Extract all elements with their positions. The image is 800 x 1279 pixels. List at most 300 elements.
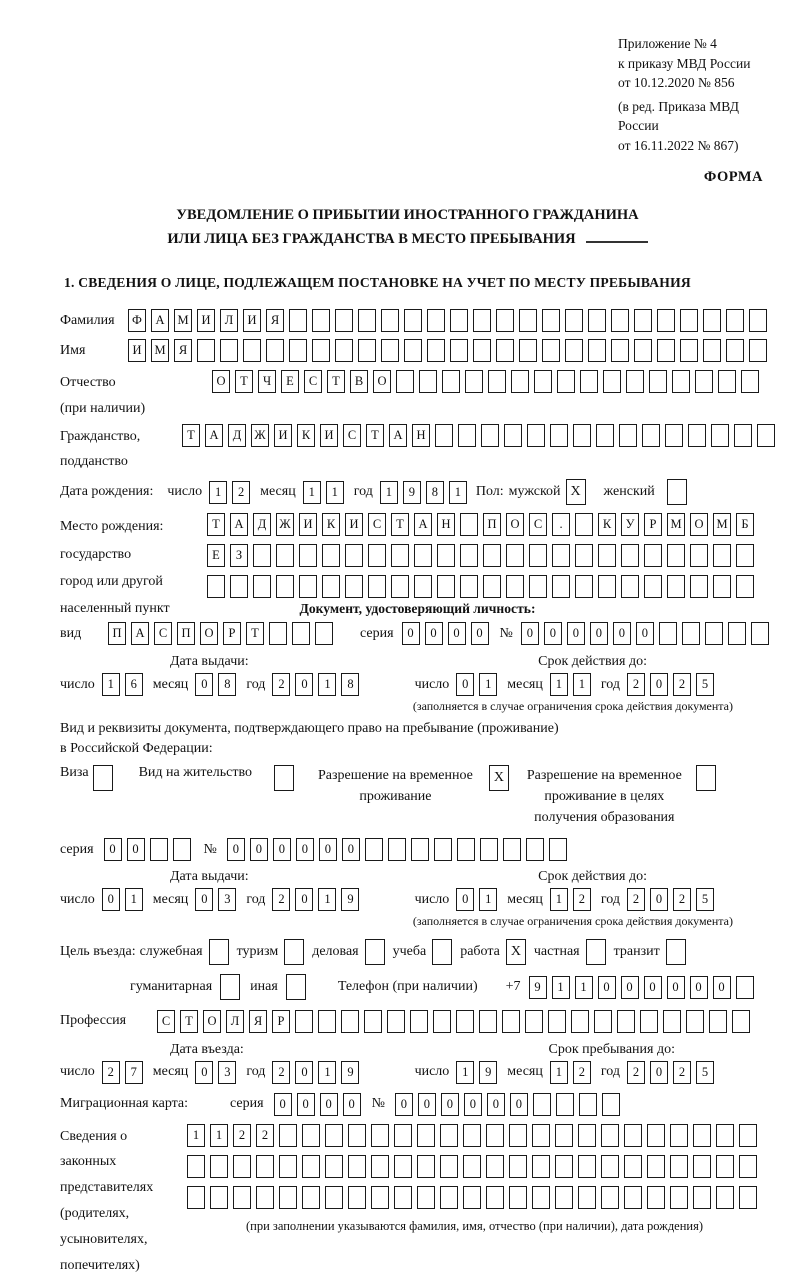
char-cell[interactable]: С (529, 513, 547, 536)
sex-male-checkbox[interactable]: X (566, 479, 586, 505)
char-cell[interactable] (596, 424, 614, 447)
char-cell[interactable] (594, 1010, 612, 1033)
char-cell[interactable] (506, 575, 524, 598)
char-cell[interactable] (617, 1010, 635, 1033)
char-cell[interactable] (751, 622, 769, 645)
char-cell[interactable]: И (243, 309, 261, 332)
char-cell[interactable] (509, 1186, 527, 1209)
char-cell[interactable]: 0 (448, 622, 466, 645)
char-cell[interactable] (578, 1155, 596, 1178)
char-cell[interactable] (732, 1010, 750, 1033)
char-cell[interactable] (279, 1186, 297, 1209)
char-cell[interactable] (269, 622, 287, 645)
char-cell[interactable]: 2 (233, 1124, 251, 1147)
char-cell[interactable] (640, 1010, 658, 1033)
char-cell[interactable]: 0 (636, 622, 654, 645)
char-cell[interactable] (381, 339, 399, 362)
char-cell[interactable] (404, 309, 422, 332)
char-cell[interactable]: 2 (573, 888, 591, 911)
char-cell[interactable] (565, 339, 583, 362)
char-cell[interactable] (187, 1186, 205, 1209)
char-cell[interactable]: К (322, 513, 340, 536)
char-cell[interactable]: 5 (696, 888, 714, 911)
char-cell[interactable] (565, 309, 583, 332)
char-cell[interactable] (457, 838, 475, 861)
char-cell[interactable] (414, 544, 432, 567)
char-cell[interactable]: В (350, 370, 368, 393)
char-cell[interactable] (749, 309, 767, 332)
char-cell[interactable] (526, 838, 544, 861)
char-cell[interactable]: Р (223, 622, 241, 645)
char-cell[interactable] (647, 1155, 665, 1178)
char-cell[interactable] (348, 1186, 366, 1209)
char-cell[interactable] (682, 622, 700, 645)
char-cell[interactable] (150, 838, 168, 861)
char-cell[interactable] (555, 1155, 573, 1178)
char-cell[interactable] (552, 575, 570, 598)
char-cell[interactable] (341, 1010, 359, 1033)
char-cell[interactable]: 5 (696, 1061, 714, 1084)
char-cell[interactable]: К (297, 424, 315, 447)
char-cell[interactable] (450, 339, 468, 362)
char-cell[interactable]: 2 (232, 481, 250, 504)
char-cell[interactable]: 0 (510, 1093, 528, 1116)
char-cell[interactable]: 1 (550, 1061, 568, 1084)
char-cell[interactable]: 1 (210, 1124, 228, 1147)
char-cell[interactable] (496, 339, 514, 362)
char-cell[interactable] (626, 370, 644, 393)
char-cell[interactable] (657, 339, 675, 362)
char-cell[interactable] (302, 1124, 320, 1147)
char-cell[interactable] (197, 339, 215, 362)
char-cell[interactable] (345, 575, 363, 598)
char-cell[interactable]: Т (366, 424, 384, 447)
char-cell[interactable] (556, 1093, 574, 1116)
char-cell[interactable]: 0 (343, 1093, 361, 1116)
char-cell[interactable]: 6 (125, 673, 143, 696)
char-cell[interactable]: Е (207, 544, 225, 567)
char-cell[interactable] (279, 1124, 297, 1147)
char-cell[interactable]: Р (272, 1010, 290, 1033)
char-cell[interactable] (716, 1124, 734, 1147)
char-cell[interactable] (511, 370, 529, 393)
char-cell[interactable]: Я (249, 1010, 267, 1033)
char-cell[interactable]: Д (253, 513, 271, 536)
purpose-humanitarian-checkbox[interactable] (220, 974, 240, 1000)
char-cell[interactable] (502, 1010, 520, 1033)
char-cell[interactable] (598, 544, 616, 567)
char-cell[interactable] (690, 575, 708, 598)
char-cell[interactable] (348, 1155, 366, 1178)
char-cell[interactable]: 0 (567, 622, 585, 645)
char-cell[interactable]: 0 (521, 622, 539, 645)
char-cell[interactable]: 1 (303, 481, 321, 504)
char-cell[interactable] (580, 370, 598, 393)
char-cell[interactable] (711, 424, 729, 447)
char-cell[interactable]: А (151, 309, 169, 332)
char-cell[interactable] (736, 575, 754, 598)
char-cell[interactable] (542, 309, 560, 332)
char-cell[interactable]: 0 (102, 888, 120, 911)
char-cell[interactable]: Ч (258, 370, 276, 393)
char-cell[interactable] (486, 1186, 504, 1209)
char-cell[interactable]: М (151, 339, 169, 362)
char-cell[interactable] (757, 424, 775, 447)
char-cell[interactable]: Т (327, 370, 345, 393)
char-cell[interactable]: П (177, 622, 195, 645)
char-cell[interactable] (335, 339, 353, 362)
char-cell[interactable] (504, 424, 522, 447)
char-cell[interactable]: 7 (125, 1061, 143, 1084)
char-cell[interactable]: 0 (402, 622, 420, 645)
char-cell[interactable]: 1 (102, 673, 120, 696)
char-cell[interactable] (686, 1010, 704, 1033)
char-cell[interactable]: 0 (295, 888, 313, 911)
char-cell[interactable] (207, 575, 225, 598)
char-cell[interactable]: 1 (318, 888, 336, 911)
purpose-work-checkbox[interactable]: X (506, 939, 526, 965)
char-cell[interactable] (312, 309, 330, 332)
char-cell[interactable]: Т (180, 1010, 198, 1033)
char-cell[interactable]: 3 (218, 888, 236, 911)
char-cell[interactable] (529, 575, 547, 598)
char-cell[interactable] (371, 1155, 389, 1178)
char-cell[interactable]: 3 (218, 1061, 236, 1084)
char-cell[interactable] (718, 370, 736, 393)
char-cell[interactable]: Т (391, 513, 409, 536)
char-cell[interactable] (465, 370, 483, 393)
char-cell[interactable]: С (154, 622, 172, 645)
char-cell[interactable] (703, 309, 721, 332)
char-cell[interactable] (450, 309, 468, 332)
char-cell[interactable]: 1 (552, 976, 570, 999)
char-cell[interactable]: 1 (575, 976, 593, 999)
char-cell[interactable]: Ф (128, 309, 146, 332)
char-cell[interactable]: 0 (295, 673, 313, 696)
char-cell[interactable]: А (230, 513, 248, 536)
char-cell[interactable] (460, 513, 478, 536)
char-cell[interactable] (533, 1093, 551, 1116)
char-cell[interactable] (642, 424, 660, 447)
residence-permit-checkbox[interactable] (274, 765, 294, 791)
char-cell[interactable] (417, 1186, 435, 1209)
char-cell[interactable] (741, 370, 759, 393)
char-cell[interactable] (325, 1124, 343, 1147)
char-cell[interactable]: 9 (341, 1061, 359, 1084)
char-cell[interactable] (488, 370, 506, 393)
char-cell[interactable] (463, 1124, 481, 1147)
char-cell[interactable] (322, 575, 340, 598)
char-cell[interactable] (483, 575, 501, 598)
char-cell[interactable]: 0 (441, 1093, 459, 1116)
char-cell[interactable] (647, 1186, 665, 1209)
char-cell[interactable] (739, 1155, 757, 1178)
char-cell[interactable] (713, 544, 731, 567)
char-cell[interactable] (463, 1155, 481, 1178)
char-cell[interactable] (302, 1155, 320, 1178)
char-cell[interactable] (481, 424, 499, 447)
char-cell[interactable] (603, 370, 621, 393)
char-cell[interactable] (598, 575, 616, 598)
char-cell[interactable] (548, 1010, 566, 1033)
char-cell[interactable] (519, 309, 537, 332)
char-cell[interactable] (335, 309, 353, 332)
char-cell[interactable]: А (205, 424, 223, 447)
char-cell[interactable]: 8 (341, 673, 359, 696)
char-cell[interactable] (279, 1155, 297, 1178)
char-cell[interactable] (463, 1186, 481, 1209)
char-cell[interactable]: У (621, 513, 639, 536)
char-cell[interactable] (391, 575, 409, 598)
char-cell[interactable]: Т (182, 424, 200, 447)
char-cell[interactable] (404, 339, 422, 362)
char-cell[interactable]: 0 (195, 673, 213, 696)
char-cell[interactable]: 1 (187, 1124, 205, 1147)
char-cell[interactable]: О (373, 370, 391, 393)
char-cell[interactable]: Л (220, 309, 238, 332)
char-cell[interactable] (483, 544, 501, 567)
char-cell[interactable] (299, 575, 317, 598)
char-cell[interactable] (434, 838, 452, 861)
char-cell[interactable]: О (212, 370, 230, 393)
char-cell[interactable] (713, 575, 731, 598)
char-cell[interactable]: 1 (209, 481, 227, 504)
char-cell[interactable]: 2 (627, 673, 645, 696)
char-cell[interactable]: 0 (295, 1061, 313, 1084)
purpose-study-checkbox[interactable] (432, 939, 452, 965)
char-cell[interactable] (419, 370, 437, 393)
char-cell[interactable] (690, 544, 708, 567)
char-cell[interactable] (460, 575, 478, 598)
char-cell[interactable]: Л (226, 1010, 244, 1033)
char-cell[interactable] (670, 1186, 688, 1209)
char-cell[interactable] (503, 838, 521, 861)
char-cell[interactable] (276, 575, 294, 598)
char-cell[interactable] (703, 339, 721, 362)
char-cell[interactable] (289, 339, 307, 362)
char-cell[interactable]: Т (207, 513, 225, 536)
char-cell[interactable] (437, 575, 455, 598)
char-cell[interactable] (394, 1124, 412, 1147)
char-cell[interactable] (749, 339, 767, 362)
char-cell[interactable]: Т (246, 622, 264, 645)
char-cell[interactable]: 8 (218, 673, 236, 696)
char-cell[interactable] (253, 575, 271, 598)
char-cell[interactable]: 0 (274, 1093, 292, 1116)
char-cell[interactable]: Б (736, 513, 754, 536)
char-cell[interactable]: Ж (276, 513, 294, 536)
char-cell[interactable]: 0 (273, 838, 291, 861)
char-cell[interactable]: 0 (487, 1093, 505, 1116)
char-cell[interactable] (289, 309, 307, 332)
char-cell[interactable]: 2 (627, 1061, 645, 1084)
char-cell[interactable] (726, 339, 744, 362)
char-cell[interactable]: Я (174, 339, 192, 362)
char-cell[interactable]: 0 (395, 1093, 413, 1116)
char-cell[interactable] (391, 544, 409, 567)
char-cell[interactable] (173, 838, 191, 861)
char-cell[interactable] (667, 544, 685, 567)
char-cell[interactable]: 0 (195, 888, 213, 911)
char-cell[interactable] (542, 339, 560, 362)
char-cell[interactable] (734, 424, 752, 447)
purpose-other-checkbox[interactable] (286, 974, 306, 1000)
char-cell[interactable] (532, 1155, 550, 1178)
char-cell[interactable] (688, 424, 706, 447)
char-cell[interactable] (634, 339, 652, 362)
char-cell[interactable] (624, 1186, 642, 1209)
char-cell[interactable]: П (108, 622, 126, 645)
char-cell[interactable] (549, 838, 567, 861)
char-cell[interactable] (575, 513, 593, 536)
char-cell[interactable]: 2 (673, 673, 691, 696)
char-cell[interactable]: 2 (627, 888, 645, 911)
char-cell[interactable] (230, 575, 248, 598)
char-cell[interactable]: А (131, 622, 149, 645)
char-cell[interactable] (417, 1124, 435, 1147)
char-cell[interactable]: 0 (227, 838, 245, 861)
char-cell[interactable] (358, 309, 376, 332)
char-cell[interactable] (657, 309, 675, 332)
char-cell[interactable] (479, 1010, 497, 1033)
char-cell[interactable]: С (368, 513, 386, 536)
char-cell[interactable] (728, 622, 746, 645)
char-cell[interactable]: 0 (456, 888, 474, 911)
char-cell[interactable] (670, 1155, 688, 1178)
char-cell[interactable] (473, 309, 491, 332)
char-cell[interactable]: К (598, 513, 616, 536)
char-cell[interactable] (726, 309, 744, 332)
char-cell[interactable]: 1 (550, 673, 568, 696)
char-cell[interactable] (601, 1186, 619, 1209)
char-cell[interactable]: Н (412, 424, 430, 447)
char-cell[interactable] (256, 1186, 274, 1209)
char-cell[interactable] (621, 575, 639, 598)
char-cell[interactable]: 2 (272, 888, 290, 911)
temp-residence-checkbox[interactable]: X (489, 765, 509, 791)
char-cell[interactable]: 8 (426, 481, 444, 504)
char-cell[interactable] (440, 1155, 458, 1178)
char-cell[interactable] (601, 1155, 619, 1178)
char-cell[interactable]: 1 (449, 481, 467, 504)
char-cell[interactable] (302, 1186, 320, 1209)
char-cell[interactable] (411, 838, 429, 861)
char-cell[interactable] (437, 544, 455, 567)
char-cell[interactable] (693, 1124, 711, 1147)
char-cell[interactable] (456, 1010, 474, 1033)
char-cell[interactable] (716, 1155, 734, 1178)
char-cell[interactable]: 2 (573, 1061, 591, 1084)
char-cell[interactable] (440, 1124, 458, 1147)
char-cell[interactable] (266, 339, 284, 362)
char-cell[interactable] (473, 339, 491, 362)
char-cell[interactable]: 1 (456, 1061, 474, 1084)
char-cell[interactable] (388, 838, 406, 861)
char-cell[interactable]: 0 (104, 838, 122, 861)
char-cell[interactable] (458, 424, 476, 447)
char-cell[interactable] (573, 424, 591, 447)
char-cell[interactable] (325, 1155, 343, 1178)
char-cell[interactable] (496, 309, 514, 332)
char-cell[interactable] (588, 339, 606, 362)
char-cell[interactable]: 1 (318, 673, 336, 696)
char-cell[interactable]: С (304, 370, 322, 393)
char-cell[interactable]: 1 (479, 673, 497, 696)
char-cell[interactable] (348, 1124, 366, 1147)
char-cell[interactable]: 0 (621, 976, 639, 999)
char-cell[interactable]: 9 (341, 888, 359, 911)
char-cell[interactable] (649, 370, 667, 393)
char-cell[interactable]: А (389, 424, 407, 447)
purpose-transit-checkbox[interactable] (666, 939, 686, 965)
sex-female-checkbox[interactable] (667, 479, 687, 505)
char-cell[interactable] (634, 309, 652, 332)
char-cell[interactable] (394, 1186, 412, 1209)
char-cell[interactable]: 2 (673, 1061, 691, 1084)
char-cell[interactable] (220, 339, 238, 362)
char-cell[interactable] (210, 1155, 228, 1178)
char-cell[interactable]: М (713, 513, 731, 536)
char-cell[interactable] (575, 575, 593, 598)
char-cell[interactable]: И (345, 513, 363, 536)
char-cell[interactable] (276, 544, 294, 567)
char-cell[interactable] (534, 370, 552, 393)
char-cell[interactable] (427, 309, 445, 332)
char-cell[interactable]: А (414, 513, 432, 536)
char-cell[interactable] (345, 544, 363, 567)
char-cell[interactable]: 1 (550, 888, 568, 911)
char-cell[interactable] (480, 838, 498, 861)
char-cell[interactable]: И (197, 309, 215, 332)
char-cell[interactable] (619, 424, 637, 447)
char-cell[interactable] (695, 370, 713, 393)
char-cell[interactable]: 2 (272, 1061, 290, 1084)
char-cell[interactable]: О (690, 513, 708, 536)
char-cell[interactable] (665, 424, 683, 447)
char-cell[interactable] (647, 1124, 665, 1147)
char-cell[interactable]: 0 (297, 1093, 315, 1116)
char-cell[interactable]: 0 (464, 1093, 482, 1116)
char-cell[interactable] (417, 1155, 435, 1178)
char-cell[interactable]: Е (281, 370, 299, 393)
char-cell[interactable]: С (157, 1010, 175, 1033)
char-cell[interactable]: 0 (296, 838, 314, 861)
char-cell[interactable] (486, 1155, 504, 1178)
char-cell[interactable] (322, 544, 340, 567)
char-cell[interactable] (233, 1186, 251, 1209)
char-cell[interactable]: 0 (613, 622, 631, 645)
char-cell[interactable]: 5 (696, 673, 714, 696)
char-cell[interactable] (187, 1155, 205, 1178)
char-cell[interactable] (442, 370, 460, 393)
char-cell[interactable]: 9 (479, 1061, 497, 1084)
char-cell[interactable] (299, 544, 317, 567)
char-cell[interactable]: О (506, 513, 524, 536)
char-cell[interactable]: 0 (127, 838, 145, 861)
char-cell[interactable]: 2 (256, 1124, 274, 1147)
char-cell[interactable] (663, 1010, 681, 1033)
char-cell[interactable] (555, 1124, 573, 1147)
char-cell[interactable]: Р (644, 513, 662, 536)
char-cell[interactable] (435, 424, 453, 447)
char-cell[interactable]: 1 (479, 888, 497, 911)
char-cell[interactable]: . (552, 513, 570, 536)
char-cell[interactable]: И (320, 424, 338, 447)
char-cell[interactable] (611, 309, 629, 332)
char-cell[interactable] (624, 1155, 642, 1178)
char-cell[interactable] (433, 1010, 451, 1033)
char-cell[interactable] (693, 1186, 711, 1209)
